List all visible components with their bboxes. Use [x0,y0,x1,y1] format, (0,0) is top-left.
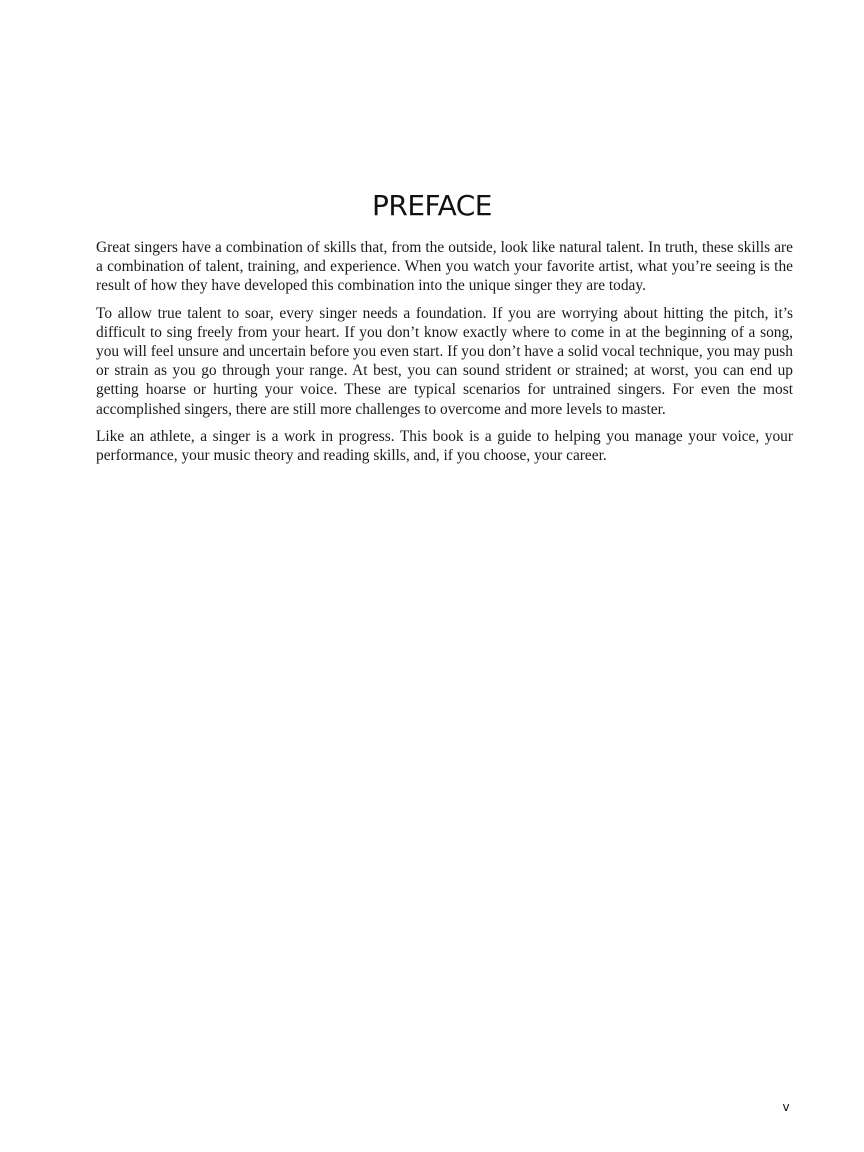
page-number: v [782,1100,790,1114]
paragraph-1: Great singers have a combination of skills that, from the outside, look like natural talent. In truth, these skills are a combination of talent, training, and experience. When you watch your favorite artist, what you’re seeing is the result of how they have developed this combination into the unique singer they are today. [96,239,793,295]
page-title: PREFACE [372,189,492,222]
paragraph-3: Like an athlete, a singer is a work in progress. This book is a guide to helping you manage your voice, your performance, your music theory and reading skills, and, if you choose, your career. [96,427,793,465]
paragraph-2: To allow true talent to soar, every singer needs a foundation. If you are worrying about hitting the pitch, it’s difficult to sing freely from your heart. If you don’t know exactly where to come in at the beginning of a song, you will feel unsure and uncertain before you even start. If you don’t have a solid vocal technique, you may push or strain as you go through your range. At best, you can sound strident or strained; at worst, you can end up getting hoarse or hurting your voice. These are typical scenarios for untrained singers. For even the most accomplished singers, there are still more challenges to overcome and more levels to master. [96,304,793,418]
preface-body [96,238,793,473]
